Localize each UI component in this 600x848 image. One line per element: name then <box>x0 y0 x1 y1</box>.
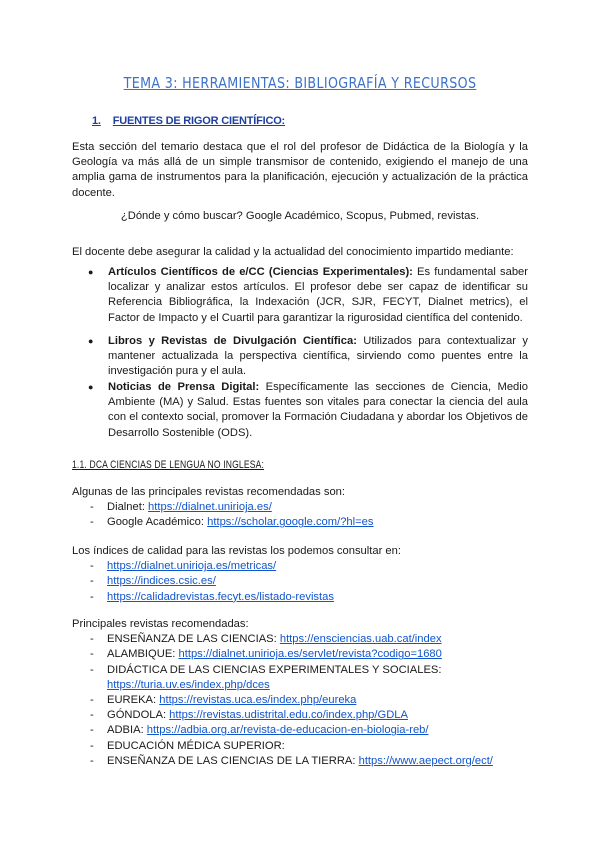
item-link[interactable]: https://www.aepect.org/ect/ <box>358 754 493 767</box>
item-link[interactable]: https://adbia.org.ar/revista-de-educacion-en-biologia-reb/ <box>146 724 429 737</box>
list-item <box>90 500 532 515</box>
recommended-block <box>72 485 532 531</box>
item-link[interactable]: https://ensciencias.uab.cat/index <box>279 633 442 646</box>
item-link[interactable]: https://scholar.google.com/?hl=es <box>207 516 374 529</box>
recommended-list <box>90 500 532 530</box>
item-link[interactable]: https://revistas.udistrital.edu.co/index.php/GDLA <box>169 709 408 722</box>
item-label: ENSEÑANZA DE LAS CIENCIAS DE LA TIERRA: <box>107 754 359 767</box>
section-heading <box>92 114 285 129</box>
list-item <box>90 515 532 530</box>
bullet-text: Específicamente las secciones de Ciencia, Medio Ambiente (MA) y Salud. Estas fuentes son vitales para conectar la ciencia del aula con el contexto social, promover la Formación Ciudadana y abordar los Objetivos de Desarrollo Sostenible (ODS). <box>108 381 528 439</box>
bullet-bold: Libros y Revistas de Divulgación Científica: <box>108 335 357 347</box>
item-link[interactable]: https://calidadrevistas.fecyt.es/listado-revistas <box>107 590 334 603</box>
list-item <box>90 663 532 693</box>
item-label: EUREKA: <box>107 694 160 707</box>
item-label: DIDÁCTICA DE LAS CIENCIAS EXPERIMENTALES Y SOCIALES: <box>107 663 442 676</box>
list-item <box>90 590 532 605</box>
list-item <box>90 574 532 589</box>
recommended-lead: Algunas de las principales revistas recomendadas son: <box>72 486 346 498</box>
item-link[interactable]: https://dialnet.unirioja.es/ <box>148 501 272 514</box>
item-link[interactable]: https://turia.uv.es/index.php/dces <box>107 678 270 691</box>
bullet-item <box>90 334 528 380</box>
list-item <box>90 723 532 738</box>
document-title: TEMA 3: HERRAMIENTAS: BIBLIOGRAFÍA Y RECURSOS <box>123 74 477 92</box>
list-item <box>90 739 532 754</box>
bullet-text: Es fundamental saber localizar y analizar estos artículos. El profesor debe ser capaz de identificar su Referencia Bibliográfica, la Indexación (JCR, SJR, FECYT, Dialnet metrics), el Factor de Impacto y el Cuartil para garantizar la rigurosidad científica del contenido. <box>108 266 528 324</box>
indices-block <box>72 544 532 605</box>
bullet-bold: Noticias de Prensa Digital: <box>108 381 260 393</box>
bullet-item <box>90 265 528 326</box>
journals-lead: Principales revistas recomendadas: <box>72 618 249 630</box>
bullet-list <box>90 265 528 326</box>
journals-block <box>72 617 532 769</box>
bullet-text: Utilizados para contextualizar y mantener actualizada la perspectiva científica, sirviendo como puentes entre la investigación pura y el aula. <box>108 335 528 378</box>
bullet-list <box>90 380 528 441</box>
item-label: GÓNDOLA: <box>107 709 170 722</box>
bullet-bold: Artículos Científicos de e/CC (Ciencias Experimentales): <box>108 266 413 278</box>
item-label: Google Académico: <box>107 516 208 529</box>
list-item <box>90 632 532 647</box>
item-link[interactable]: https://dialnet.unirioja.es/metricas/ <box>107 560 277 573</box>
list-item <box>90 754 532 769</box>
item-label: ALAMBIQUE: <box>107 648 179 661</box>
subsection-heading: 1.1. DCA CIENCIAS DE LENGUA NO INGLESA: <box>72 459 265 471</box>
item-label: ADBIA: <box>107 724 147 737</box>
item-link[interactable]: https://dialnet.unirioja.es/servlet/revista?codigo=1680 <box>178 648 442 661</box>
section-number: 1. <box>92 115 101 127</box>
item-label: ENSEÑANZA DE LAS CIENCIAS: <box>107 633 280 646</box>
list-item <box>90 708 532 723</box>
list-item <box>90 693 532 708</box>
section-heading-text: FUENTES DE RIGOR CIENTÍFICO: <box>112 115 286 127</box>
bullet-item <box>90 380 528 441</box>
item-label: EDUCACIÓN MÉDICA SUPERIOR: <box>107 739 285 752</box>
bullet-list <box>90 334 528 380</box>
indices-list <box>90 559 532 605</box>
item-link[interactable]: https://revistas.uca.es/index.php/eureka <box>159 694 357 707</box>
list-item <box>90 559 532 574</box>
list-item <box>90 647 532 662</box>
item-link[interactable]: https://indices.csic.es/ <box>107 575 216 588</box>
search-question: ¿Dónde y cómo buscar? Google Académico, Scopus, Pubmed, revistas. <box>120 210 480 222</box>
lead-paragraph: El docente debe asegurar la calidad y la actualidad del conocimiento impartido mediante: <box>72 246 514 258</box>
intro-paragraph: Esta sección del temario destaca que el rol del profesor de Didáctica de la Biología y la Geología va más allá de un simple transmisor de contenido, exigiendo el manejo de una amplia gama de instrumentos para la planificación, ejecución y actualización de la práctica docente. <box>72 141 528 199</box>
journals-list <box>90 632 532 769</box>
indices-lead: Los índices de calidad para las revistas los podemos consultar en: <box>72 545 401 557</box>
item-label: Dialnet: <box>107 501 149 514</box>
